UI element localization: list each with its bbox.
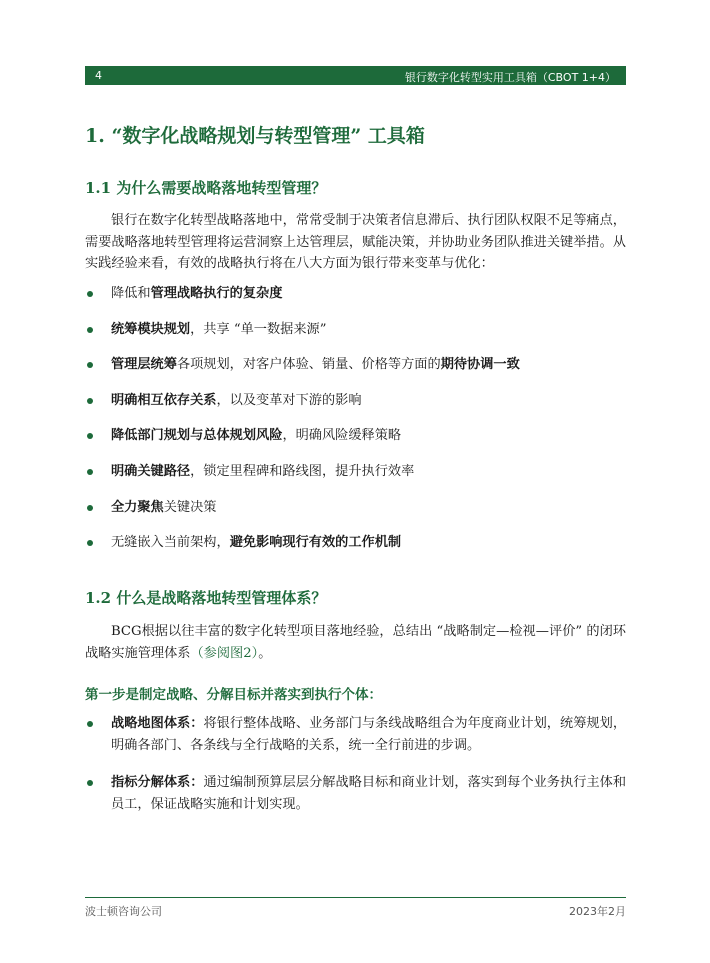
- bullet-icon: [87, 780, 93, 786]
- subsection-heading-1-1: 1.1 为什么需要战略落地转型管理？: [85, 179, 327, 197]
- list-item: 管理层统筹各项规划，对客户体验、销量、价格等方面的期待协调一致: [85, 355, 626, 391]
- figure-reference: （参阅图2）: [190, 645, 259, 661]
- header-bar: [85, 66, 626, 85]
- bullet-icon: [87, 505, 93, 511]
- header-title: 银行数字化转型实用工具箱（CBOT 1+4）: [404, 71, 616, 84]
- list-item: 指标分解体系：通过编制预算层层分解战略目标和商业计划，落实到每个业务执行主体和员工，保证战略实施和计划实现。: [85, 772, 626, 815]
- intro-paragraph: 银行在数字化转型战略落地中，常常受制于决策者信息滞后、执行团队权限不足等痛点，需要战略落地转型管理将运营洞察上达管理层，赋能决策，并协助业务团队推进关键举措。从实践经验来看，有效的战略执行将在八大方面为银行带来变革与优化：: [85, 213, 626, 271]
- bullet-icon: [87, 398, 93, 404]
- framework-paragraph: BCG根据以往丰富的数字化转型项目落地经验，总结出 “战略制定—检视—评价” 的闭环战略实施管理体系（参阅图2）。: [85, 624, 626, 661]
- benefit-list: [85, 284, 626, 569]
- bullet-icon: [87, 327, 93, 333]
- section-heading: 1. “数字化战略规划与转型管理” 工具箱: [85, 125, 425, 147]
- list-item: 战略地图体系：将银行整体战略、业务部门与条线战略组合为年度商业计划，统筹规划，明确各部门、各条线与全行战略的关系，统一全行前进的步调。: [85, 713, 626, 756]
- footer-left: 波士顿咨询公司: [85, 905, 162, 918]
- step-heading: 第一步是制定战略、分解目标并落实到执行个体：: [85, 687, 382, 703]
- bullet-icon: [87, 721, 93, 727]
- list-item: 统筹模块规划，共享 “单一数据来源”: [85, 320, 626, 356]
- bullet-icon: [87, 291, 93, 297]
- list-item: 全力聚焦关键决策: [85, 498, 626, 534]
- list-item: 无缝嵌入当前架构，避免影响现行有效的工作机制: [85, 533, 626, 569]
- bullet-icon: [87, 433, 93, 439]
- page-number: 4: [95, 69, 102, 82]
- step-list: [85, 713, 626, 831]
- bullet-icon: [87, 540, 93, 546]
- list-item: 明确相互依存关系，以及变革对下游的影响: [85, 391, 626, 427]
- footer-right: 2023年2月: [569, 905, 626, 918]
- bullet-icon: [87, 469, 93, 475]
- list-item: 明确关键路径，锁定里程碑和路线图，提升执行效率: [85, 462, 626, 498]
- list-item: 降低和管理战略执行的复杂度: [85, 284, 626, 320]
- subsection-heading-1-2: 1.2 什么是战略落地转型管理体系？: [85, 589, 327, 607]
- footer-divider: [85, 897, 626, 898]
- bullet-icon: [87, 362, 93, 368]
- list-item: 降低部门规划与总体规划风险，明确风险缓释策略: [85, 426, 626, 462]
